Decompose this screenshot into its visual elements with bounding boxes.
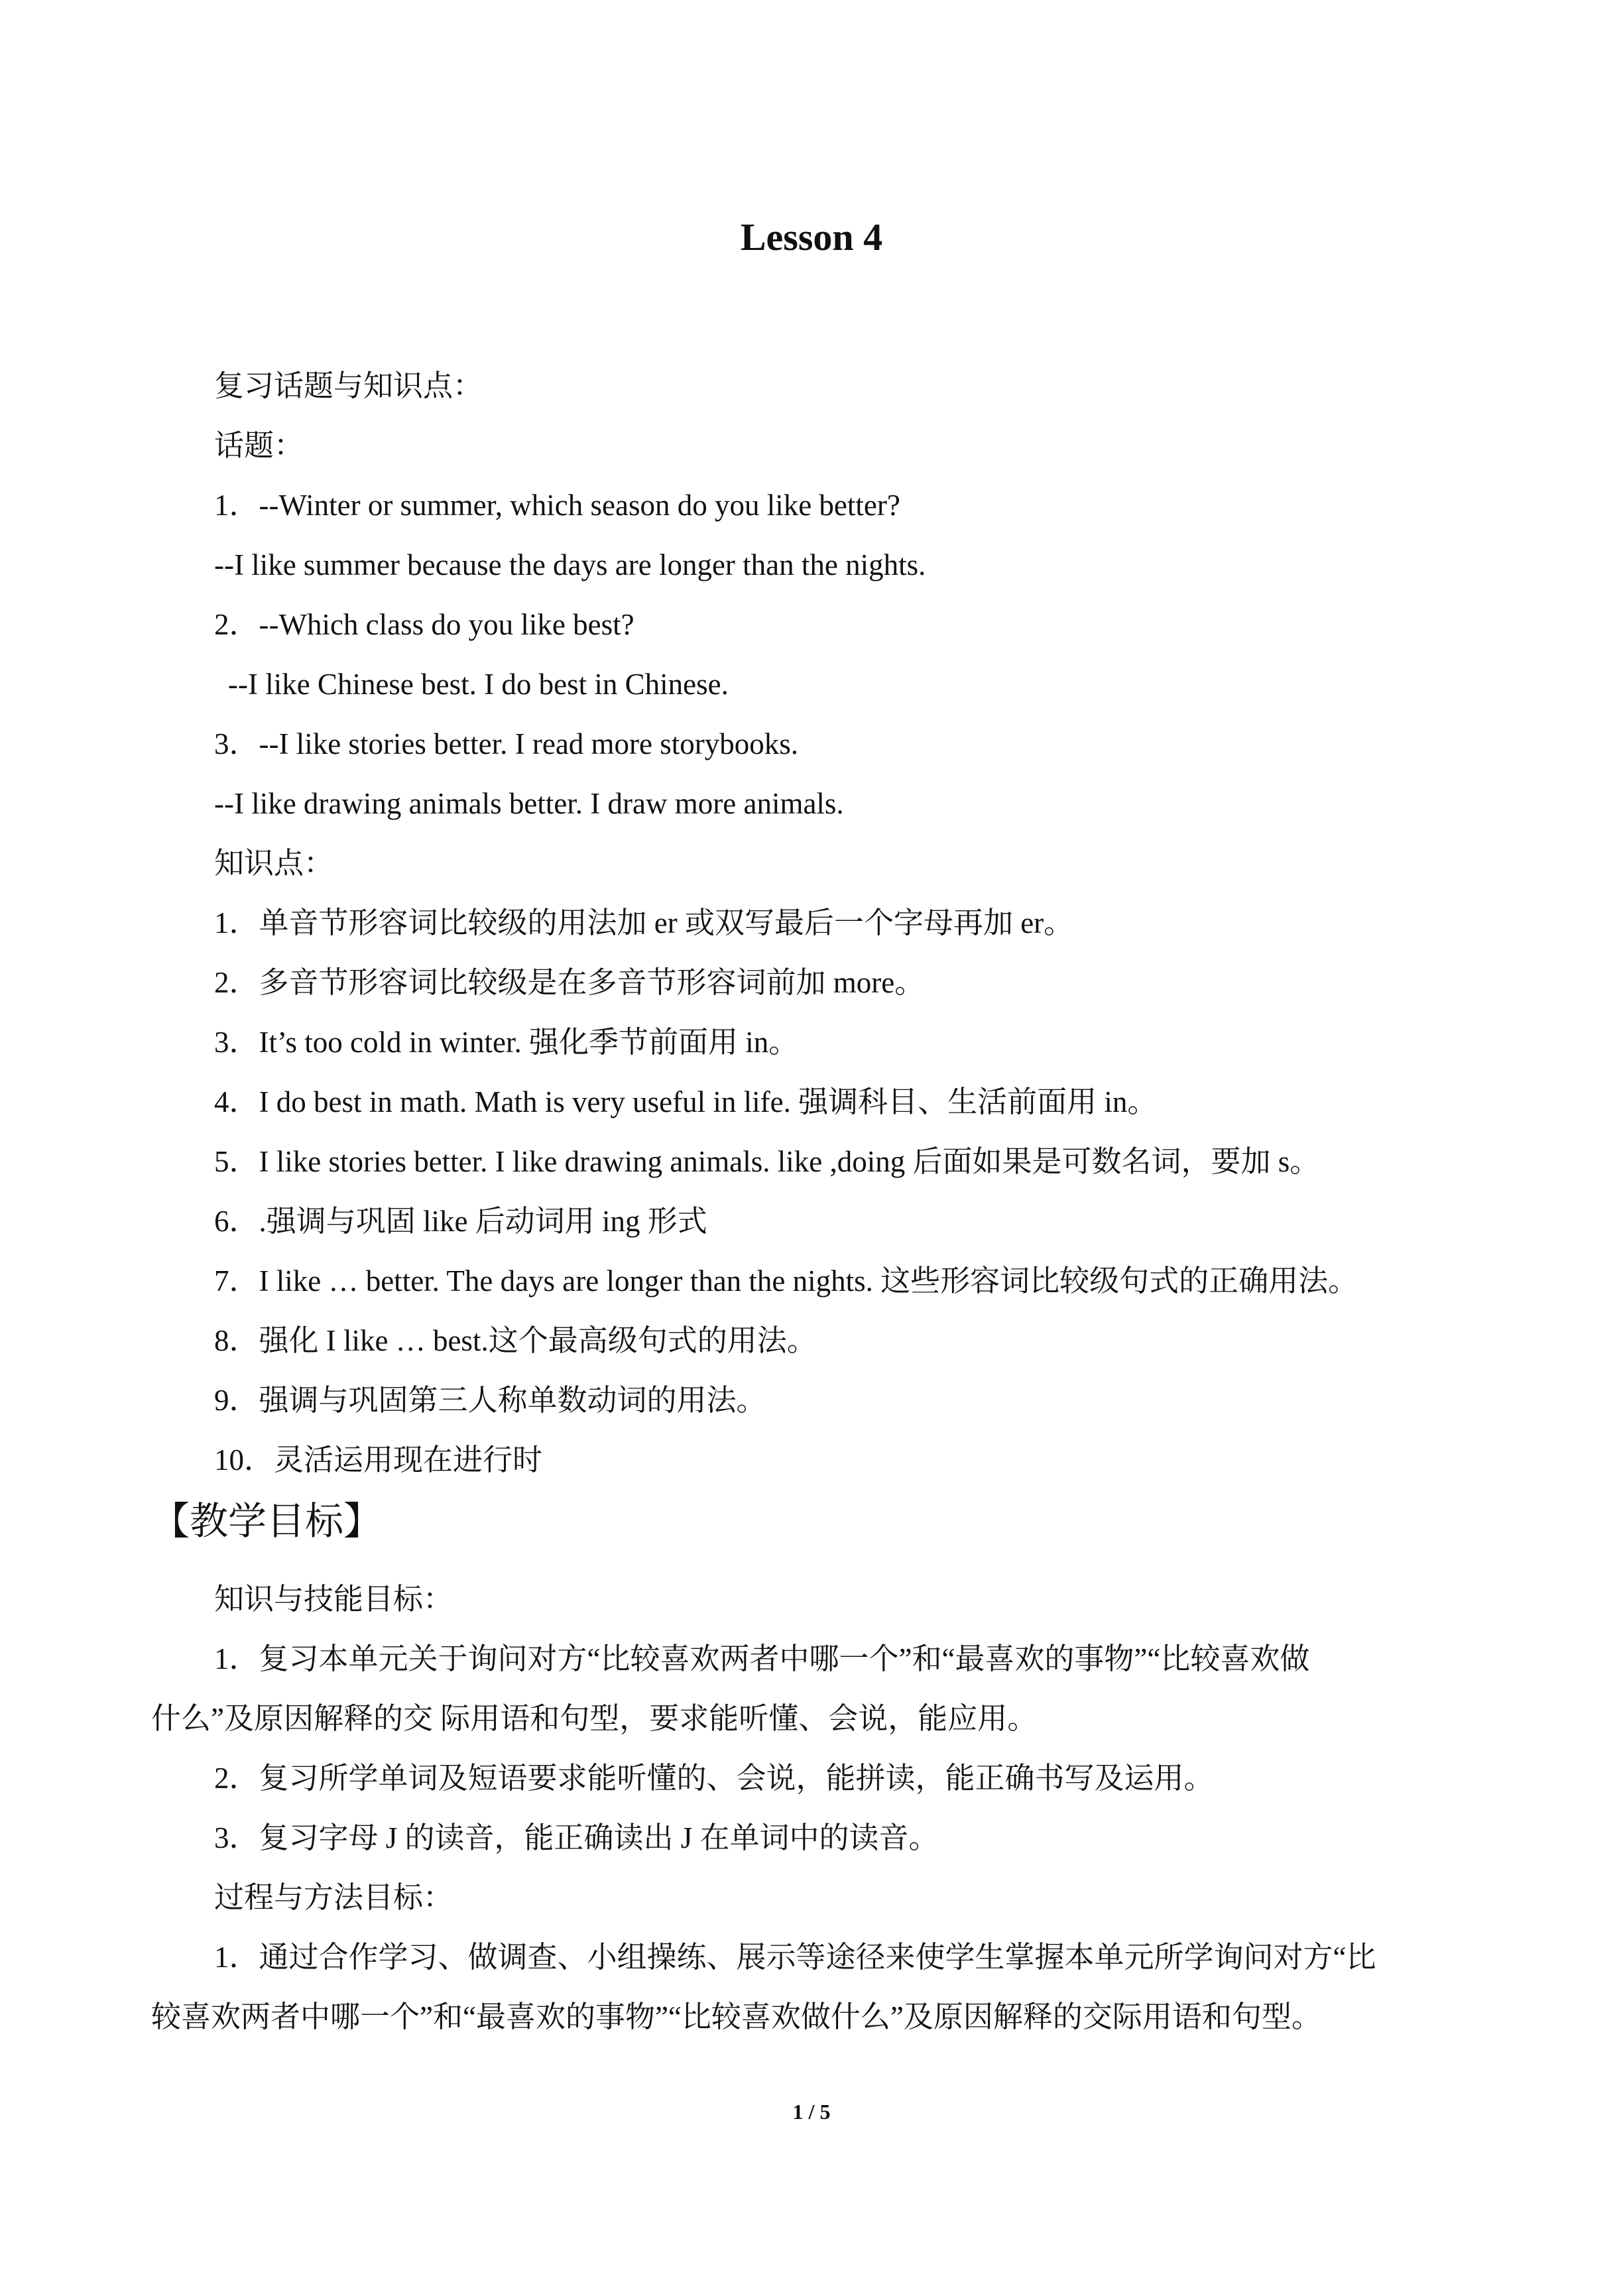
knowledge-line: 7．I like … better. The days are longer than the nights. 这些形容词比较级句式的正确用法。: [214, 1264, 1358, 1298]
knowledge-line: 5．I like stories better. I like drawing animals. like ,doing 后面如果是可数名词，要加 s。: [214, 1145, 1320, 1178]
objective-line: 1．复习本单元关于询问对方“比较喜欢两者中哪一个”和“最喜欢的事物”“比较喜欢做: [214, 1642, 1310, 1675]
topic-line: 1．--Winter or summer, which season do you like better?: [214, 489, 900, 522]
knowledge-line: 9．强调与巩固第三人称单数动词的用法。: [214, 1384, 766, 1417]
objectives-heading: 【教学目标】: [151, 1500, 383, 1543]
knowledge-line: 8．强化 I like … best.这个最高级句式的用法。: [214, 1324, 817, 1357]
knowledge-skill-label: 知识与技能目标：: [214, 1583, 453, 1616]
topic-line: --I like Chinese best. I do best in Chinese.: [228, 668, 729, 701]
objective-line: 什么”及原因解释的交 际用语和句型，要求能听懂、会说，能应用。: [151, 1702, 1038, 1735]
topic-label: 话题：: [214, 429, 304, 462]
review-heading: 复习话题与知识点：: [214, 369, 483, 402]
knowledge-line: 6．.强调与巩固 like 后动词用 ing 形式: [214, 1205, 707, 1238]
knowledge-line: 2．多音节形容词比较级是在多音节形容词前加 more。: [214, 966, 925, 999]
topic-line: 2．--Which class do you like best?: [214, 608, 634, 641]
knowledge-line: 1．单音节形容词比较级的用法加 er 或双写最后一个字母再加 er。: [214, 906, 1074, 939]
knowledge-line: 10．灵活运用现在进行时: [214, 1443, 543, 1477]
page-title: Lesson 4: [740, 215, 883, 259]
objective-line: 2．复习所学单词及短语要求能听懂的、会说，能拼读，能正确书写及运用。: [214, 1762, 1214, 1795]
objective-line: 较喜欢两者中哪一个”和“最喜欢的事物”“比较喜欢做什么”及原因解释的交际用语和句型。: [151, 2000, 1321, 2033]
topic-line: 3．--I like stories better. I read more storybooks.: [214, 727, 799, 760]
page-number: 1 / 5: [792, 2100, 831, 2124]
knowledge-label: 知识点：: [214, 847, 334, 880]
objective-line: 3．复习字母 J 的读音，能正确读出 J 在单词中的读音。: [214, 1821, 939, 1854]
knowledge-line: 3．It’s too cold in winter. 强化季节前面用 in。: [214, 1026, 799, 1059]
topic-line: --I like drawing animals better. I draw more animals.: [214, 787, 844, 820]
topic-line: --I like summer because the days are longer than the nights.: [214, 548, 926, 581]
process-label: 过程与方法目标：: [214, 1881, 453, 1914]
objective-line: 1．通过合作学习、做调查、小组操练、展示等途径来使学生掌握本单元所学询问对方“比: [214, 1941, 1376, 1974]
knowledge-line: 4．I do best in math. Math is very useful in life. 强调科目、生活前面用 in。: [214, 1085, 1158, 1118]
